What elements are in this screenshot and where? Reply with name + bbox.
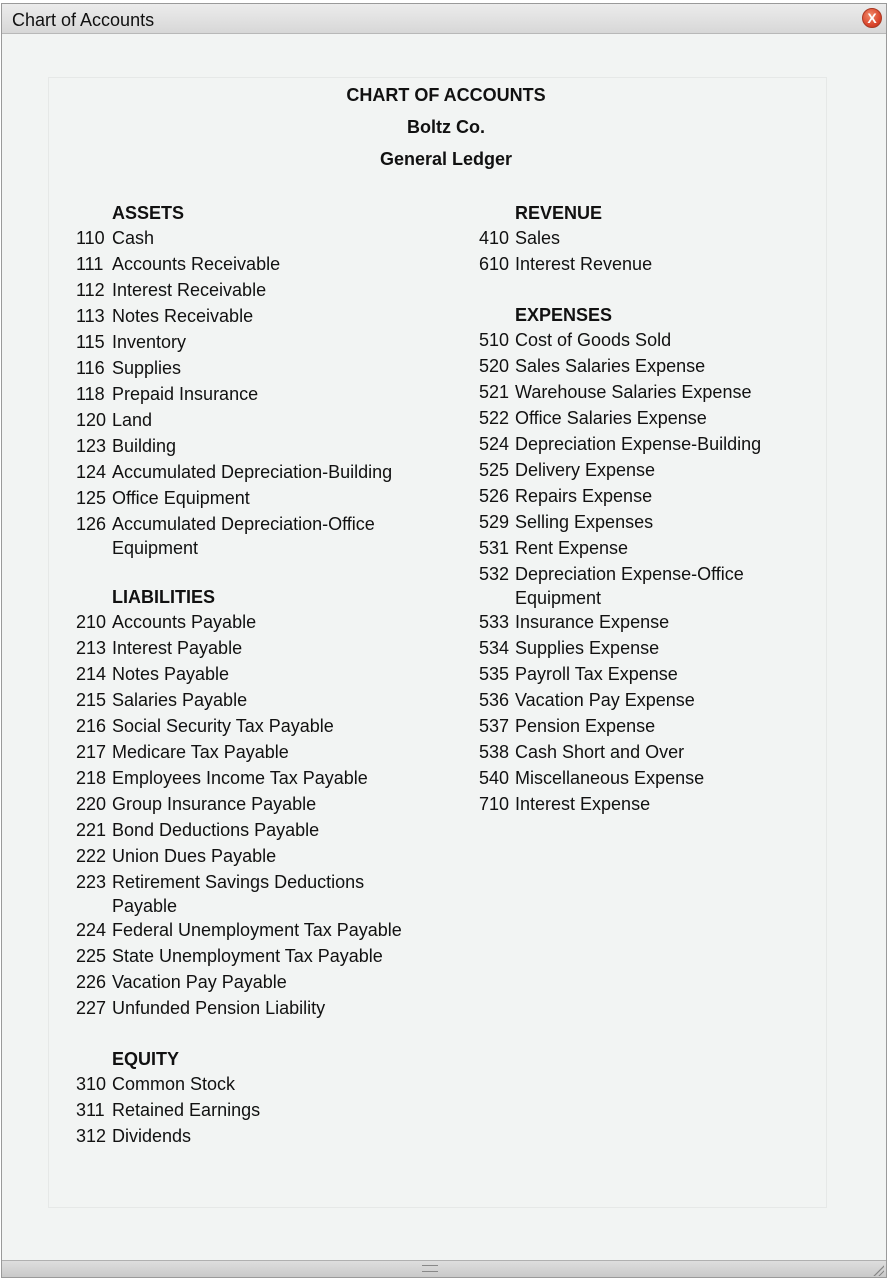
close-icon[interactable]: X — [862, 8, 882, 28]
account-row — [479, 740, 799, 766]
account-number: 537 — [479, 716, 510, 736]
account-number: 524 — [479, 434, 510, 454]
account-name: Sales Salaries Expense — [515, 356, 706, 376]
group-title: REVENUE — [515, 203, 603, 223]
account-row — [76, 662, 416, 688]
account-name: Interest Revenue — [515, 254, 653, 274]
account-name: Warehouse Salaries Expense — [515, 382, 752, 402]
account-name: Notes Payable — [112, 664, 230, 684]
account-name: Interest Receivable — [112, 280, 267, 300]
account-name: Retirement Savings Deductions Payable — [112, 872, 365, 916]
resize-handle-icon[interactable] — [872, 1264, 884, 1276]
account-name: Rent Expense — [515, 538, 629, 558]
account-name: Cash Short and Over — [515, 742, 685, 762]
account-number: 521 — [479, 382, 510, 402]
account-row — [76, 356, 416, 382]
right-account-column — [479, 200, 799, 842]
account-number: 124 — [76, 462, 107, 482]
account-group-equity — [76, 1046, 416, 1150]
account-row — [76, 844, 416, 870]
window-title: Chart of Accounts — [12, 10, 155, 30]
account-row — [76, 330, 416, 356]
account-name: Depreciation Expense-Building — [515, 434, 762, 454]
account-number: 213 — [76, 638, 107, 658]
account-number: 120 — [76, 410, 107, 430]
account-number: 111 — [76, 254, 104, 274]
account-number: 531 — [479, 538, 510, 558]
account-row — [479, 714, 799, 740]
account-row — [76, 636, 416, 662]
account-name: Payroll Tax Expense — [515, 664, 678, 684]
account-row — [479, 662, 799, 688]
group-title: ASSETS — [112, 203, 185, 223]
account-number: 540 — [479, 768, 510, 788]
account-name: Retained Earnings — [112, 1100, 261, 1120]
account-row — [76, 304, 416, 330]
account-number: 312 — [76, 1126, 107, 1146]
account-row — [76, 1098, 416, 1124]
account-number: 210 — [76, 612, 107, 632]
account-row — [479, 354, 799, 380]
account-name: Accumulated Depreciation-Office Equipment — [112, 514, 375, 558]
page-title: CHART OF ACCOUNTS — [346, 85, 546, 105]
account-name: Interest Payable — [112, 638, 243, 658]
ledger-name: General Ledger — [379, 149, 513, 169]
account-row — [76, 610, 416, 636]
account-number: 125 — [76, 488, 107, 508]
account-name: Medicare Tax Payable — [112, 742, 289, 762]
account-row — [76, 408, 416, 434]
account-number: 126 — [76, 514, 107, 534]
account-number: 610 — [479, 254, 510, 274]
account-row — [479, 636, 799, 662]
account-name: Office Salaries Expense — [515, 408, 707, 428]
account-name: Unfunded Pension Liability — [112, 998, 326, 1018]
account-row — [479, 510, 799, 536]
company-name: Boltz Co. — [407, 117, 485, 137]
account-row — [479, 458, 799, 484]
account-name: Salaries Payable — [112, 690, 248, 710]
account-row — [76, 278, 416, 304]
account-number: 215 — [76, 690, 107, 710]
account-number: 311 — [76, 1100, 105, 1120]
account-number: 220 — [76, 794, 107, 814]
account-number: 522 — [479, 408, 510, 428]
account-name: Notes Receivable — [112, 306, 254, 326]
account-number: 113 — [76, 306, 105, 326]
account-name: Supplies Expense — [515, 638, 660, 658]
account-row — [479, 792, 799, 818]
account-row — [479, 432, 799, 458]
account-name: Dividends — [112, 1126, 192, 1146]
account-name: Prepaid Insurance — [112, 384, 259, 404]
account-row — [76, 996, 416, 1022]
account-row — [479, 328, 799, 354]
account-name: Land — [112, 410, 153, 430]
account-row — [479, 380, 799, 406]
account-row — [479, 610, 799, 636]
account-name: Insurance Expense — [515, 612, 670, 632]
account-number: 221 — [76, 820, 107, 840]
account-number: 535 — [479, 664, 510, 684]
account-number: 110 — [76, 228, 105, 248]
account-row — [76, 460, 416, 486]
account-row — [479, 406, 799, 432]
account-number: 223 — [76, 872, 107, 892]
account-number: 216 — [76, 716, 107, 736]
account-name: Union Dues Payable — [112, 846, 277, 866]
account-name: Federal Unemployment Tax Payable — [112, 920, 402, 940]
account-row — [76, 740, 416, 766]
group-title: LIABILITIES — [112, 587, 215, 607]
title-bar[interactable] — [2, 4, 886, 34]
account-number: 224 — [76, 920, 107, 940]
account-row — [76, 382, 416, 408]
account-number: 520 — [479, 356, 510, 376]
account-number: 710 — [479, 794, 510, 814]
account-group-assets — [76, 200, 416, 560]
account-row — [76, 870, 416, 918]
drag-grip-icon[interactable] — [422, 1265, 438, 1272]
account-name: Sales — [515, 228, 561, 248]
account-number: 112 — [76, 280, 105, 300]
account-number: 227 — [76, 998, 107, 1018]
account-name: Social Security Tax Payable — [112, 716, 334, 736]
account-name: Group Insurance Payable — [112, 794, 317, 814]
account-number: 529 — [479, 512, 510, 532]
account-row — [479, 252, 799, 278]
account-number: 118 — [76, 384, 105, 404]
account-name: Vacation Pay Payable — [112, 972, 287, 992]
account-number: 532 — [479, 564, 510, 584]
account-group-expenses — [479, 302, 799, 818]
account-number: 510 — [479, 330, 510, 350]
account-number: 123 — [76, 436, 107, 456]
account-name: State Unemployment Tax Payable — [112, 946, 383, 966]
account-name: Accounts Receivable — [112, 254, 281, 274]
status-bar — [2, 1260, 886, 1277]
left-account-column — [76, 200, 416, 1174]
account-name: Bond Deductions Payable — [112, 820, 320, 840]
account-name: Selling Expenses — [515, 512, 654, 532]
account-group-revenue — [479, 200, 799, 278]
account-row — [479, 766, 799, 792]
account-row — [76, 226, 416, 252]
account-name: Employees Income Tax Payable — [112, 768, 368, 788]
account-row — [76, 512, 416, 560]
account-name: Accumulated Depreciation-Building — [112, 462, 393, 482]
account-number: 533 — [479, 612, 510, 632]
account-row — [479, 688, 799, 714]
account-row — [76, 688, 416, 714]
account-number: 536 — [479, 690, 510, 710]
group-title: EQUITY — [112, 1049, 180, 1069]
account-name: Cost of Goods Sold — [515, 330, 672, 350]
account-row — [76, 714, 416, 740]
account-row — [76, 434, 416, 460]
account-name: Repairs Expense — [515, 486, 653, 506]
account-row — [76, 486, 416, 512]
account-number: 214 — [76, 664, 107, 684]
account-row — [76, 792, 416, 818]
account-number: 225 — [76, 946, 107, 966]
account-name: Pension Expense — [515, 716, 656, 736]
account-number: 226 — [76, 972, 107, 992]
account-number: 115 — [76, 332, 105, 352]
account-row — [76, 918, 416, 944]
account-number: 222 — [76, 846, 107, 866]
account-number: 525 — [479, 460, 510, 480]
account-name: Interest Expense — [515, 794, 651, 814]
account-number: 217 — [76, 742, 107, 762]
account-name: Delivery Expense — [515, 460, 656, 480]
account-group-liabilities — [76, 584, 416, 1022]
account-name: Office Equipment — [112, 488, 250, 508]
account-number: 116 — [76, 358, 105, 378]
account-name: Inventory — [112, 332, 187, 352]
account-name: Miscellaneous Expense — [515, 768, 705, 788]
account-row — [76, 818, 416, 844]
account-name: Accounts Payable — [112, 612, 257, 632]
account-number: 218 — [76, 768, 107, 788]
account-row — [76, 252, 416, 278]
account-row — [76, 766, 416, 792]
account-number: 538 — [479, 742, 510, 762]
account-number: 534 — [479, 638, 510, 658]
account-name: Supplies — [112, 358, 182, 378]
account-row — [479, 226, 799, 252]
account-row — [76, 944, 416, 970]
account-name: Building — [112, 436, 177, 456]
account-name: Depreciation Expense-Office Equipment — [515, 564, 744, 608]
account-row — [479, 562, 799, 610]
account-number: 310 — [76, 1074, 107, 1094]
account-row — [76, 1124, 416, 1150]
account-row — [76, 970, 416, 996]
account-row — [479, 484, 799, 510]
account-row — [76, 1072, 416, 1098]
account-number: 526 — [479, 486, 510, 506]
account-name: Vacation Pay Expense — [515, 690, 695, 710]
account-name: Common Stock — [112, 1074, 236, 1094]
account-name: Cash — [112, 228, 155, 248]
account-number: 410 — [479, 228, 510, 248]
group-title: EXPENSES — [515, 305, 613, 325]
account-row — [479, 536, 799, 562]
